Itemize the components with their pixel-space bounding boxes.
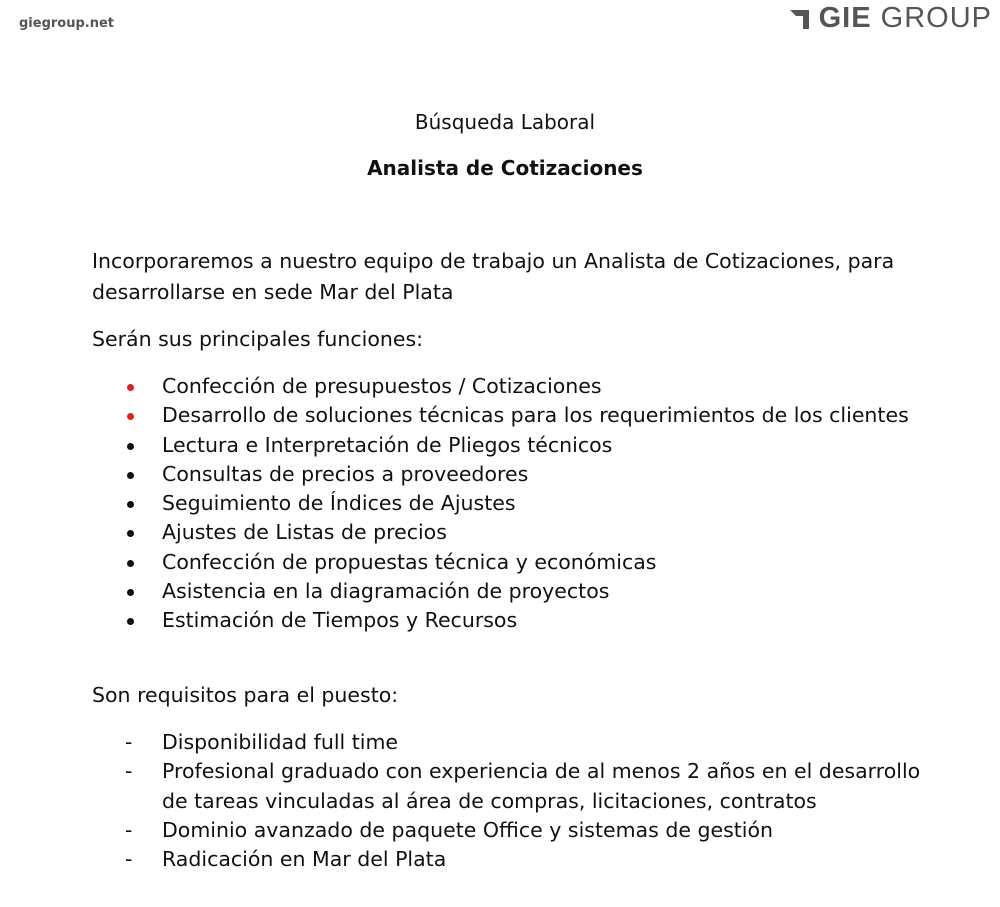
document-subtitle: Búsqueda Laboral <box>414 110 596 134</box>
list-item: Seguimiento de Índices de Ajustes <box>92 489 952 518</box>
bullet-icon <box>127 560 134 567</box>
dash-icon: - <box>125 759 133 784</box>
requirements-heading: Son requisitos para el puesto: <box>92 683 399 707</box>
intro-paragraph: Incorporaremos a nuestro equipo de trabajo un Analista de Cotizaciones, para desarrollarse en sede Mar del Plata <box>92 249 895 304</box>
requirements-list <box>92 728 952 874</box>
list-item: Confección de presupuestos / Cotizaciones <box>92 372 952 401</box>
bullet-icon <box>127 618 134 625</box>
bullet-icon <box>127 443 134 450</box>
gie-logo-mark-icon <box>789 8 811 30</box>
list-item: - Radicación en Mar del Plata <box>92 845 952 874</box>
bullet-icon <box>127 589 134 596</box>
bullet-icon <box>127 530 134 537</box>
dash-icon: - <box>125 847 133 872</box>
list-item: Lectura e Interpretación de Pliegos técnicos <box>92 431 952 460</box>
site-url[interactable]: giegroup.net <box>19 16 115 31</box>
list-item: Desarrollo de soluciones técnicas para los requerimientos de los clientes <box>92 401 952 430</box>
list-item: - Profesional graduado con experiencia de al menos 2 años en el desarrollo de tareas vinculadas al área de compras, licitaciones, contratos <box>125 759 921 813</box>
list-item: - Dominio avanzado de paquete Office y sistemas de gestión <box>92 816 952 845</box>
bullet-icon <box>127 472 134 479</box>
brand-logo[interactable] <box>789 4 992 33</box>
functions-list <box>92 372 952 636</box>
list-item: Asistencia en la diagramación de proyectos <box>92 577 952 606</box>
bullet-icon <box>127 413 134 420</box>
dash-icon: - <box>125 817 133 842</box>
brand-name: GIE GROUP <box>818 2 992 34</box>
list-item: Estimación de Tiempos y Recursos <box>92 606 952 635</box>
list-item: - Disponibilidad full time <box>92 728 952 757</box>
list-item: Ajustes de Listas de precios <box>92 518 952 547</box>
list-item: Confección de propuestas técnica y económicas <box>92 548 952 577</box>
document-title: Analista de Cotizaciones <box>367 156 643 180</box>
bullet-icon <box>127 501 134 508</box>
functions-heading: Serán sus principales funciones: <box>92 327 424 351</box>
bullet-icon <box>127 384 134 391</box>
list-item: Consultas de precios a proveedores <box>92 460 952 489</box>
dash-icon: - <box>125 730 133 754</box>
